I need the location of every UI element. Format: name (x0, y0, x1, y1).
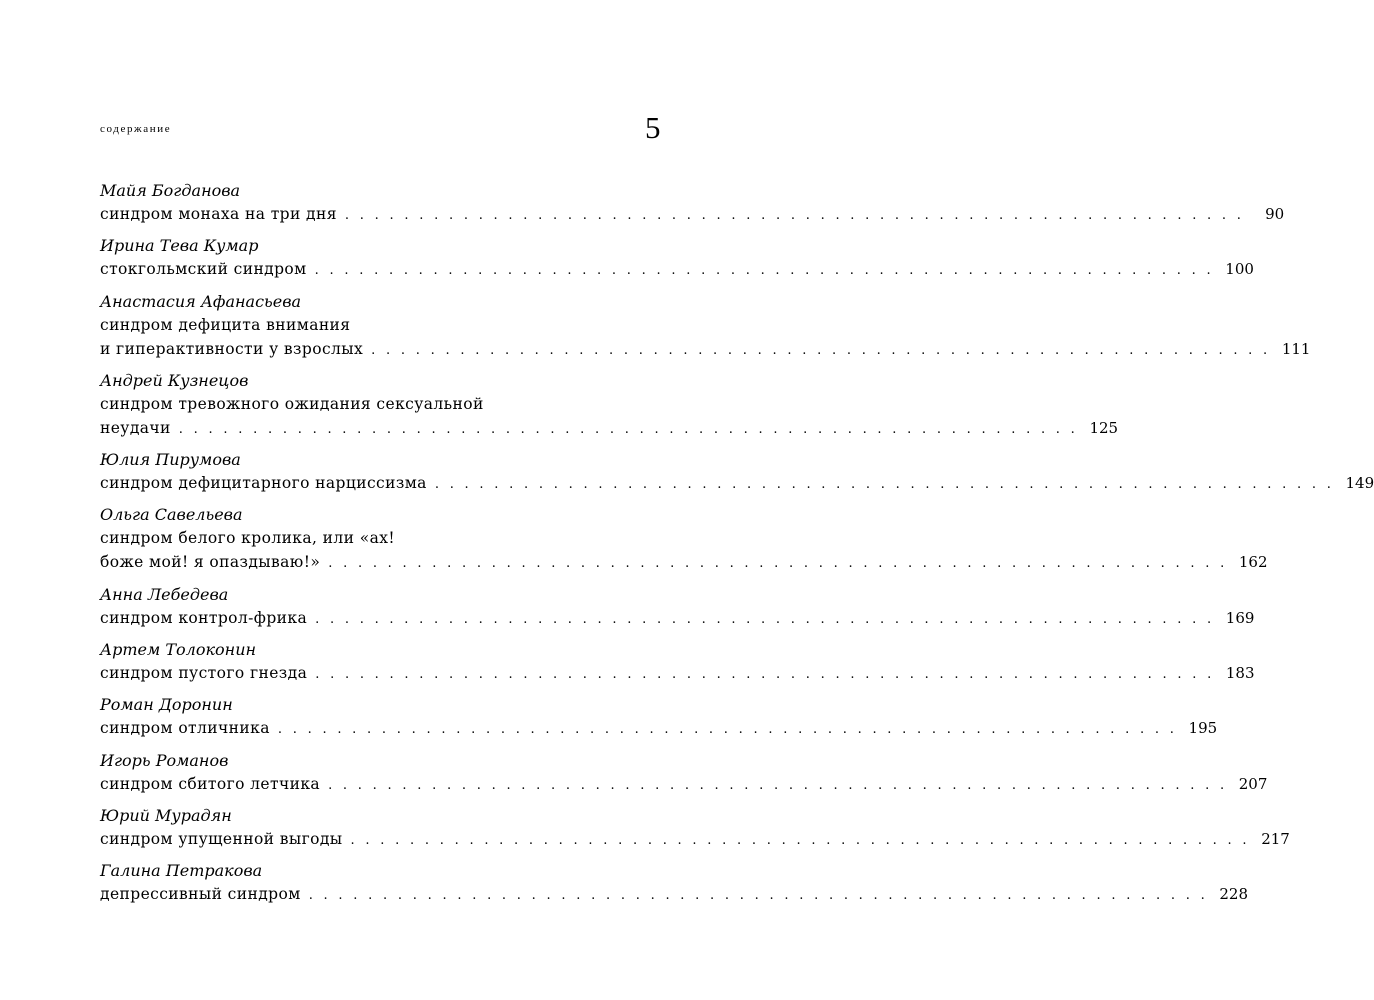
entry-title-text: депрессивный синдром (100, 885, 301, 904)
entry-title-line (100, 772, 1268, 796)
table-of-contents (100, 180, 1374, 916)
dot-leader: . . . . . . . . . . . . . . . . . . . . . . . . . . . . . . . . . . . . . . . . . . . . . . . . . . . . . . . . . . . . . (315, 667, 1215, 683)
entry-author: Ольга Савельева (100, 505, 243, 525)
entry-page-number: 217 (1261, 829, 1290, 848)
toc-entry[interactable] (100, 694, 1218, 740)
dot-leader: . . . . . . . . . . . . . . . . . . . . . . . . . . . . . . . . . . . . . . . . . . . . . . . . . . . . . . . . . . . . . (178, 421, 1079, 437)
entry-page-number: 228 (1219, 885, 1248, 904)
toc-entry[interactable] (100, 584, 1255, 630)
entry-page-number: 183 (1225, 664, 1255, 683)
toc-entry[interactable] (100, 235, 1254, 281)
entry-author: Юрий Мурадян (100, 805, 232, 825)
entry-title-line (100, 827, 1290, 851)
entry-page-number: 90 (1265, 205, 1285, 223)
entry-title-line (100, 550, 1268, 574)
entry-title-line (100, 337, 1311, 361)
entry-author: Игорь Романов (100, 750, 229, 770)
entry-page-number: 125 (1089, 418, 1119, 437)
dot-leader: . . . . . . . . . . . . . . . . . . . . . . . . . . . . . . . . . . . . . . . . . . . . . . . . . . . . . . . . . . . . . (328, 777, 1228, 793)
entry-title-line (100, 202, 1285, 226)
entry-title-line (100, 392, 670, 416)
dot-leader: . . . . . . . . . . . . . . . . . . . . . . . . . . . . . . . . . . . . . . . . . . . . . . . . . . . . . . . . . . . . . (371, 342, 1271, 358)
dot-leader: . . . . . . . . . . . . . . . . . . . . . . . . . . . . . . . . . . . . . . . . . . . . . . . . . . . . . . . . . . . . . (277, 722, 1178, 738)
entry-title-line (100, 606, 1255, 630)
entry-author: Галина Петракова (100, 861, 263, 881)
entry-page-number: 169 (1225, 608, 1255, 627)
entry-page-number: 111 (1281, 339, 1311, 358)
toc-entry[interactable] (100, 370, 1119, 440)
entry-author: Роман Доронин (100, 695, 233, 715)
entry-title-line (100, 661, 1255, 685)
dot-leader: . . . . . . . . . . . . . . . . . . . . . . . . . . . . . . . . . . . . . . . . . . . . . . . . . . . . . . . . . . . . . (315, 611, 1215, 627)
entry-title-line (100, 716, 1218, 740)
toc-entry[interactable] (100, 805, 1290, 851)
entry-title-text: синдром упущенной выгоды (100, 829, 343, 848)
entry-page-number: 149 (1345, 474, 1374, 493)
entry-title-line (100, 313, 670, 337)
section-header-label: содержание (100, 123, 172, 135)
entry-title-line (100, 471, 1374, 495)
entry-title-text: боже мой! я опаздываю!» (100, 553, 321, 572)
toc-entry[interactable] (100, 639, 1255, 685)
dot-leader: . . . . . . . . . . . . . . . . . . . . . . . . . . . . . . . . . . . . . . . . . . . . . . . . . . . . . . . . . . . . . (434, 477, 1335, 493)
entry-title-text: неудачи (100, 418, 171, 437)
dot-leader: . . . . . . . . . . . . . . . . . . . . . . . . . . . . . . . . . . . . . . . . . . . . . . . . . . . . . . . . . . . . . (328, 556, 1228, 572)
entry-title-text: синдром сбитого летчика (100, 774, 321, 793)
entry-title-text: синдром дефицита внимания (100, 315, 351, 334)
entry-title-line (100, 416, 1119, 440)
entry-page-number: 195 (1188, 719, 1218, 738)
entry-page-number: 100 (1225, 260, 1254, 279)
entry-title-text: синдром белого кролика, или «ах! (100, 529, 396, 548)
dot-leader: . . . . . . . . . . . . . . . . . . . . . . . . . . . . . . . . . . . . . . . . . . . . . . . . . . . . . . . . . . . . . (308, 888, 1208, 904)
entry-author: Майя Богданова (100, 181, 241, 200)
entry-title-text: стокгольмский синдром (100, 260, 307, 279)
entry-author: Юлия Пирумова (100, 450, 241, 470)
entry-title-text: синдром отличника (100, 719, 270, 738)
toc-entry[interactable] (100, 291, 1311, 361)
entry-author: Анастасия Афанасьева (100, 291, 302, 311)
entry-title-text: синдром дефицитарного нарциссизма (100, 474, 427, 493)
toc-entry[interactable] (100, 860, 1248, 906)
page-number: 5 (645, 110, 661, 145)
entry-title-text: и гиперактивности у взрослых (100, 339, 364, 358)
dot-leader: . . . . . . . . . . . . . . . . . . . . . . . . . . . . . . . . . . . . . . . . . . . . . . . . . . . . . . . . . . . . . (344, 208, 1245, 223)
entry-title-text: синдром пустого гнезда (100, 664, 308, 683)
toc-entry[interactable] (100, 449, 1374, 495)
entry-author: Анна Лебедева (100, 584, 229, 604)
entry-title-line (100, 882, 1248, 906)
entry-title-text: синдром контрол-фрика (100, 608, 308, 627)
toc-entry[interactable] (100, 750, 1268, 796)
entry-title-line (100, 257, 1254, 281)
entry-title-text: синдром монаха на три дня (100, 205, 337, 223)
entry-page-number: 207 (1238, 774, 1268, 793)
dot-leader: . . . . . . . . . . . . . . . . . . . . . . . . . . . . . . . . . . . . . . . . . . . . . . . . . . . . . . . . . . . . . (350, 832, 1250, 848)
entry-page-number: 162 (1238, 553, 1268, 572)
entry-title-text: синдром тревожного ожидания сексуальной (100, 394, 484, 413)
entry-author: Артем Толоконин (100, 640, 257, 660)
dot-leader: . . . . . . . . . . . . . . . . . . . . . . . . . . . . . . . . . . . . . . . . . . . . . . . . . . . . . . . . . . . . . (314, 263, 1214, 279)
entry-author: Андрей Кузнецов (100, 370, 249, 390)
entry-title-line (100, 526, 670, 550)
entry-author: Ирина Тева Кумар (100, 236, 259, 256)
toc-entry[interactable] (100, 504, 1268, 574)
toc-entry[interactable] (100, 180, 1285, 226)
